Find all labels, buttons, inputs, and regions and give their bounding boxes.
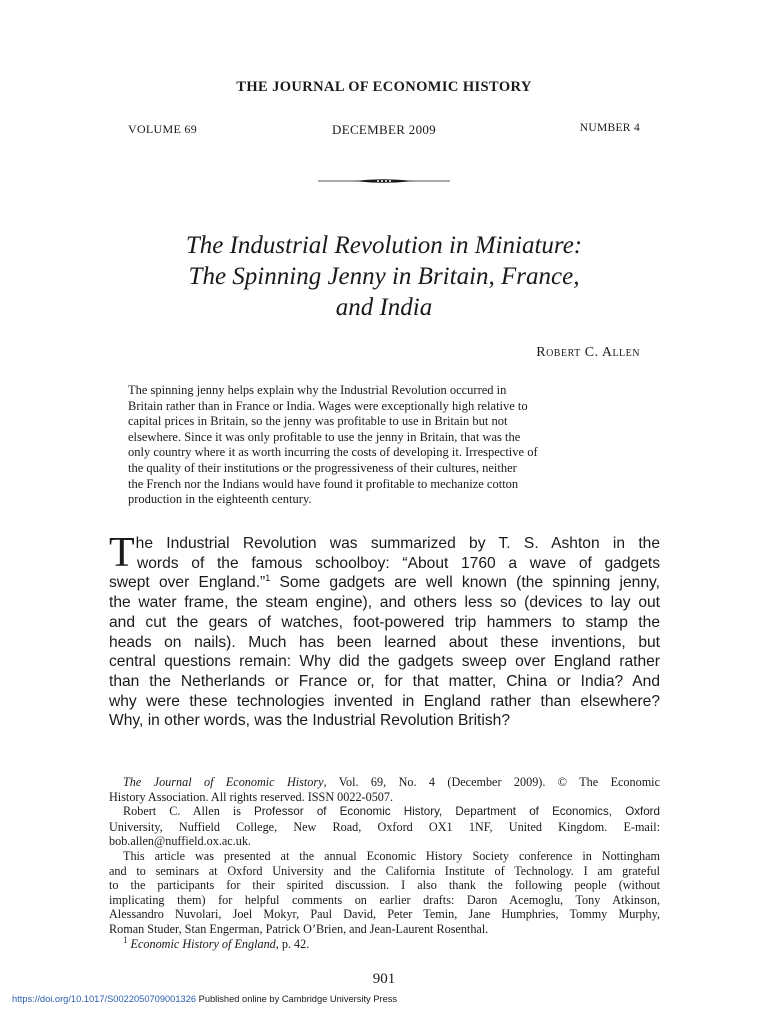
published-note: Published online by Cambridge University Press — [196, 994, 398, 1004]
footnote-text: Robert C. Allen is — [123, 804, 254, 819]
abstract-line: capital prices in Britain, so the jenny was profitable to use in Britain but not — [128, 414, 508, 429]
abstract-line: the French nor the Indians would have found it profitable to mechanize cotton — [128, 476, 519, 491]
abstract-line: only country where it as worth incurring the costs of developing it. Irrespective of — [128, 445, 538, 460]
publisher-footer — [12, 994, 397, 1004]
author-email[interactable]: bob.allen@nuffield.ox.ac.uk. — [109, 834, 251, 849]
footnotes — [109, 775, 660, 951]
issue-date: DECEMBER 2009 — [332, 122, 436, 137]
body-line: and cut the gears of watches, foot-powered trip hammers to stamp the — [109, 613, 660, 631]
page-number: 901 — [372, 971, 396, 987]
book-title: Economic History of England — [130, 936, 276, 951]
journal-title: THE JOURNAL OF ECONOMIC HISTORY — [236, 79, 532, 95]
footnote-line: University, Nuffield College, New Road, Oxford OX1 1NF, United Kingdom. E-mail: — [109, 819, 660, 834]
footnote-line: and to seminars at Oxford University and the California Institute of Technology. I am grateful — [109, 863, 660, 878]
footnote-marker: 1 — [123, 934, 128, 945]
body-line: than the Netherlands or France or, for that matter, China or India? And — [109, 672, 660, 690]
footnote-line: to the participants for their spirited discussion. I also thank the following people (without — [109, 878, 660, 893]
title-line: The Industrial Revolution in Miniature: — [185, 232, 583, 259]
footnote-line: implicating them) for helpful comments on earlier drafts: Daron Acemoglu, Tony Atkinson, — [109, 892, 660, 907]
author-name: Robert C. Allen — [536, 345, 640, 360]
footnote-ref[interactable]: 1 — [265, 573, 271, 584]
body-line: the water frame, the steam engine), and others less so (devices to lay out — [109, 594, 660, 612]
doi-link[interactable]: https://doi.org/10.1017/S0022050709001326 — [12, 994, 197, 1004]
body-line: he Industrial Revolution was summarized by T. S. Ashton in the — [135, 535, 660, 552]
body-paragraph — [109, 530, 660, 731]
body-line: central questions remain: Why did the gadgets sweep over England rather — [109, 653, 660, 671]
body-line: heads on nails). Much has been learned about these inventions, but — [109, 633, 660, 651]
volume-label: VOLUME 69 — [128, 122, 198, 136]
body-line — [109, 573, 660, 593]
abstract-line: The spinning jenny helps explain why the Industrial Revolution occurred in — [128, 383, 507, 397]
title-line: The Spinning Jenny in Britain, France, — [188, 263, 580, 290]
footnote-line — [109, 804, 660, 820]
abstract-line: production in the eighteenth century. — [128, 492, 312, 507]
journal-name: The Journal of Economic History — [123, 775, 324, 789]
drop-cap: T — [109, 530, 135, 576]
abstract-line: elsewhere. Since it was only profitable to use the jenny in Britain, that was the — [128, 429, 521, 444]
title-line: and India — [335, 294, 433, 321]
footnote-line: History Association. All rights reserved. ISSN 0022-0507. — [109, 789, 394, 804]
footnote-text: , p. 42. — [275, 936, 310, 951]
abstract-line: the quality of their institutions or the progressiveness of their cultures, neither — [128, 460, 517, 475]
body-text-run: Some gadgets are well known (the spinning jenny, — [270, 574, 660, 592]
author-affiliation: Professor of Economic History, Department of Economics, Oxford — [254, 805, 660, 819]
body-line: Why, in other words, was the Industrial Revolution British? — [109, 712, 510, 730]
footnote-line: Roman Studer, Stan Engerman, Patrick O’Brien, and Jean-Laurent Rosenthal. — [109, 921, 489, 936]
footnote-line — [109, 775, 660, 790]
issue-number: NUMBER 4 — [579, 122, 640, 134]
abstract-line: Britain rather than in France or India. Wages were exceptionally high relative to — [128, 398, 528, 413]
footnote-line: Alessandro Nuvolari, Joel Mokyr, Paul David, Peter Temin, Jane Humphries, Tommy Murphy, — [109, 907, 660, 922]
body-line: words of the famous schoolboy: “About 1760 a wave of gadgets — [137, 554, 660, 572]
body-line: why were these technologies invented in England rather than elsewhere? — [109, 692, 660, 710]
body-text-run: swept over England.” — [109, 574, 266, 592]
footnote-line — [109, 934, 660, 952]
abstract — [128, 383, 640, 508]
ornament-divider — [318, 176, 450, 186]
article-title — [80, 230, 688, 323]
footnote-text: , Vol. 69, No. 4 (December 2009). © The Economic — [323, 775, 660, 789]
footnote-line: This article was presented at the annual Economic History Society conference in Nottingham — [123, 848, 660, 863]
